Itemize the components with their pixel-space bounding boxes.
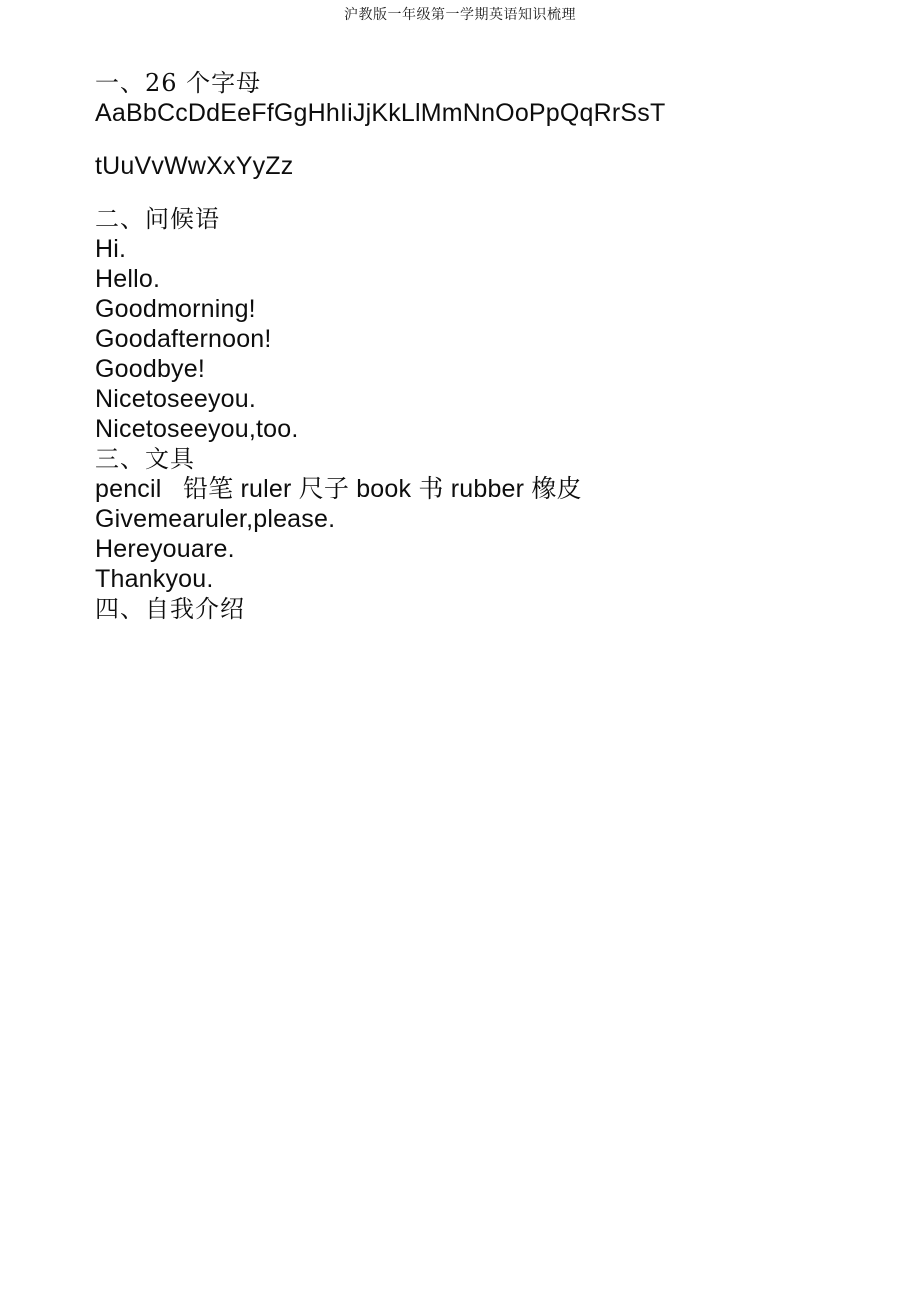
section-4-heading: 四、自我介绍 xyxy=(95,595,245,623)
document-body xyxy=(95,68,860,624)
section-1-heading: 一、26 个字母 xyxy=(95,69,262,97)
stationery-vocab-line: pencil 铅笔 ruler 尺子 book 书 rubber 橡皮 xyxy=(95,475,582,503)
document-title: 沪教版一年级第一学期英语知识梳理 xyxy=(344,7,576,23)
greeting-line-nicetoseeyou: Nicetoseeyou. xyxy=(95,385,257,413)
stationery-line-hereyouare: Hereyouare. xyxy=(95,535,235,563)
section-3-heading: 三、文具 xyxy=(95,445,195,473)
alphabet-line-1: AaBbCcDdEeFfGgHhIiJjKkLlMmNnOoPpQqRrSsT xyxy=(95,99,666,127)
greeting-line-nicetoseeyou-too: Nicetoseeyou,too. xyxy=(95,415,299,443)
alphabet-line-2: tUuVvWwXxYyZz xyxy=(95,152,294,180)
greeting-line-goodmorning: Goodmorning! xyxy=(95,295,256,323)
stationery-line-givemearuler: Givemearuler,please. xyxy=(95,505,336,533)
greeting-line-goodbye: Goodbye! xyxy=(95,355,206,383)
greeting-line-goodafternoon: Goodafternoon! xyxy=(95,325,272,353)
section-2-heading: 二、问候语 xyxy=(95,205,220,233)
greeting-line-hello: Hello. xyxy=(95,265,161,293)
greeting-line-hi: Hi. xyxy=(95,235,127,263)
stationery-line-thankyou: Thankyou. xyxy=(95,565,214,593)
